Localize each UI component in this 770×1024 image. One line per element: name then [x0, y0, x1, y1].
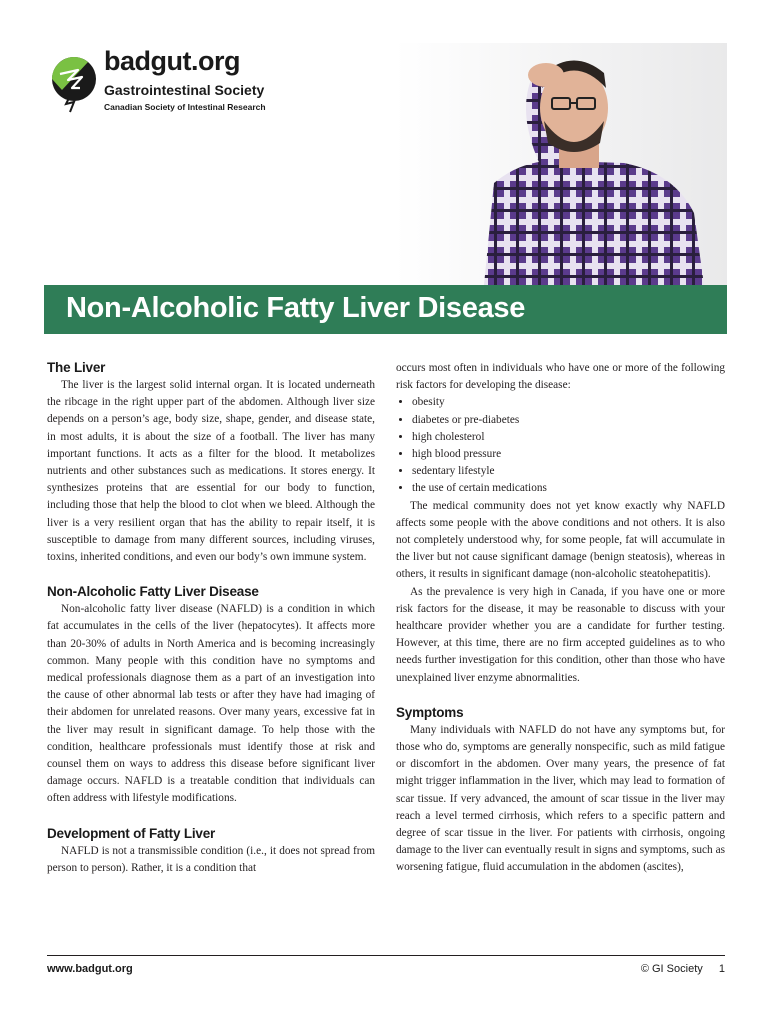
list-item: • high blood pressure: [412, 446, 725, 463]
risk-factor-list: [396, 394, 725, 497]
copyright-text: © GI Society: [640, 963, 703, 975]
left-column: [47, 360, 375, 877]
page-title: Non-Alcoholic Fatty Liver Disease: [66, 292, 526, 324]
right-column: [396, 360, 725, 877]
header-photo: [394, 43, 727, 285]
list-item: • high cholesterol: [412, 429, 725, 446]
gut-logo-icon: [48, 44, 96, 114]
logo-name: badgut.org: [104, 46, 240, 76]
footer-copyright: [641, 963, 725, 975]
paragraph-symptoms: Many individuals with NAFLD do not have any symptoms but, for those who do, symptoms are generally nonspecific, such as mild fatigue or discomfort in the abdomen. Over many years, the presence of fat might trigger inflammation in the liver, which may lead to formation of scar tissue. If very advanced, the amount of scar tissue in the liver may reach a level termed cirrhosis, which refers to a specific pattern and degree of scar tissue in the liver. For patients with cirrhosis, ongoing damage to the liver can eventually result in signs and symptoms, such as worsening fatigue, fluid accumulation in the abdomen (ascites),: [396, 723, 725, 874]
list-item: • sedentary lifestyle: [412, 463, 725, 480]
paragraph-development: NAFLD is not a transmissible condition (i.e., it does not spread from person to person). Rather, it is a condition that: [47, 844, 375, 874]
list-item: • diabetes or pre-diabetes: [412, 412, 725, 429]
list-item: • obesity: [412, 394, 725, 411]
paragraph-continued: occurs most often in individuals who have one or more of the following risk factors for developing the disease:: [396, 362, 725, 392]
heading-development: Development of Fatty Liver: [47, 825, 216, 841]
title-banner: [44, 285, 727, 334]
paragraph-prevalence: As the prevalence is very high in Canada, if you have one or more risk factors for the disease, it may be reasonable to discuss with your healthcare provider whether you are a candidate for further testing. However, at this time, there are no firm accepted guidelines as to who needs further investigation for this condition, other than those who have unexplained liver enzyme abnormalities.: [396, 585, 725, 684]
heading-symptoms: Symptoms: [396, 704, 464, 720]
list-item: • the use of certain medications: [412, 480, 725, 497]
heading-the-liver: The Liver: [47, 360, 106, 375]
logo: [48, 44, 288, 124]
paragraph-nafld: Non-alcoholic fatty liver disease (NAFLD) is a condition in which fat accumulates in the cells of the liver (hepatocytes). It affects more than 20-30% of adults in North America and is becoming increasingly common. Many people with this condition have no symptoms and medical professionals diagnose them as a part of an investigation into the cause of other abnormal lab tests or after they have had imaging of their abdomen for unrelated reasons. Over many years, excessive fat in the liver may result in significant damage. To help those with the condition, healthcare professionals must identify those at risk and counsel them on ways to address this disease before significant liver damage occurs. NAFLD is a treatable condition that individuals can often address with lifestyle modifications.: [47, 603, 375, 805]
footer-url-link[interactable]: www.badgut.org: [47, 963, 133, 975]
logo-subtitle: Gastrointestinal Society: [104, 82, 265, 98]
paragraph-liver: The liver is the largest solid internal organ. It is located underneath the ribcage in the right upper part of the abdomen. Although liver size depends on a person’s age, body size, shape, gender, and disease state, in most adults, it is about the size of a football. The liver has many important functions. It acts as a filter for the blood. It metabolizes nutrients and other substances such as medications. It stores energy. It synthesizes proteins that are essential for our body to function, including those that help the blood to clot when we bleed. Although the liver is a very resilient organ that has the ability to repair itself, it is susceptible to damage from many different sources, including viruses, toxins, inherited conditions, and even our body’s own immune system.: [47, 379, 375, 564]
footer-divider: [47, 955, 725, 956]
logo-tagline: Canadian Society of Intestinal Research: [104, 102, 266, 112]
page-number: 1: [718, 963, 725, 975]
heading-nafld: Non-Alcoholic Fatty Liver Disease: [47, 584, 259, 600]
paragraph-community: The medical community does not yet know exactly why NAFLD affects some people with the above conditions and not others. It is also not completely understood why, for some people, fat will accumulate in the liver but not cause significant damage (benign steatosis), whereas in others, it results in significant damage (non-alcoholic steatohepatitis).: [396, 499, 725, 581]
